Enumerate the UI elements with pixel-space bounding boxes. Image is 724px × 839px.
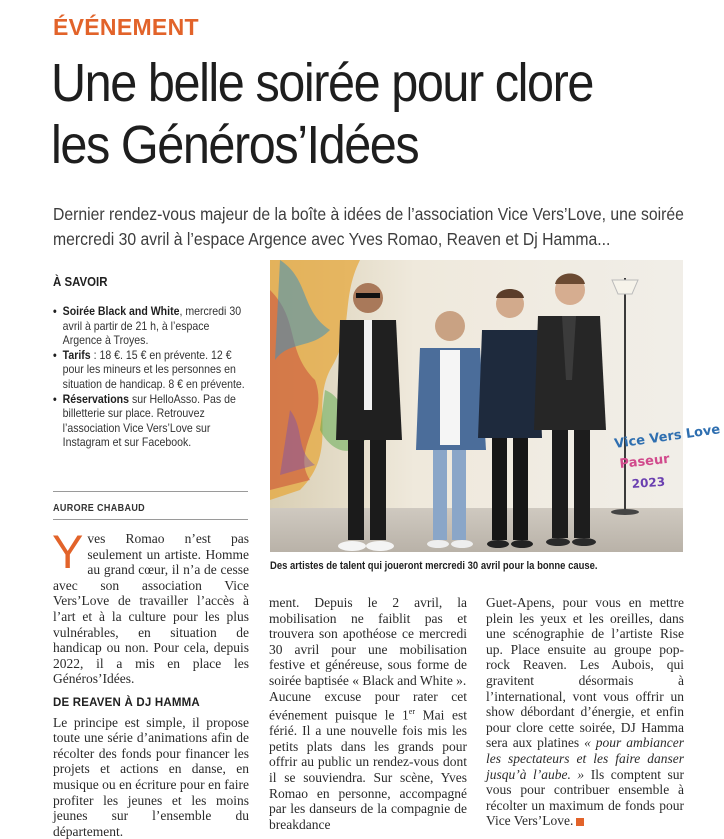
divider bbox=[53, 491, 248, 492]
body-column-3 bbox=[486, 595, 684, 829]
a-savoir-item-text: , mercredi 30 avril à partir de 21 h, à l’espace Argence à Troyes. bbox=[62, 304, 242, 348]
body-paragraph: ment. Depuis le 2 avril, la mobilisation ne faiblit pas et trouvera son apothéose ce mercredi 30 avril pour une mobilisation festive et généreuse, sous forme de soirée baptisée « Black and White ». bbox=[269, 595, 467, 688]
body-paragraph: Guet-Apens, pour vous en mettre plein les yeux et les oreilles, dans une scénographie de l’artiste Rise up. Place ensuite au groupe pop-rock Reaven. Les Aubois, qui gravitent désormais à l’international, vont vous offrir un show débordant d’énergie, et enfin pour clore cette soirée, DJ Hamma sera aux platines « pour ambiancer les spectateurs et les faire danser jusqu’à l’aube. » Ils comptent sur vous pour contribuer ensemble à récolter un maximum de fonds pour Vice Vers’Love. bbox=[486, 595, 684, 829]
a-savoir-item bbox=[53, 304, 247, 348]
paragraph-text: Le principe est simple, il propose toute une série d’animations afin de récolter des fonds pour financer les projets et actions en danse, en musique ou en écriture pour en faire profiter les jeunes et les moins jeunes sur l’ensemble du département. bbox=[53, 714, 249, 839]
photo-caption: Des artistes de talent qui joueront mercredi 30 avril pour la bonne cause. bbox=[270, 560, 598, 572]
a-savoir-item-text: : 18 €. 15 € en prévente. 12 € pour les mineurs et les personnes en situation de handicap. 8 € en prévente. bbox=[62, 347, 245, 391]
graffiti-text: 2023 bbox=[631, 474, 666, 491]
body-paragraph bbox=[52, 525, 249, 687]
graffiti-text: Paseur bbox=[618, 451, 671, 472]
a-savoir-item-text: sur HelloAsso. Pas de billetterie sur place. Retrouvez l’association Vice Vers’Love sur Instagram et sur Facebook. bbox=[62, 391, 236, 450]
body-column-1 bbox=[52, 525, 249, 839]
a-savoir-list bbox=[53, 304, 247, 450]
author-byline: AURORE CHABAUD bbox=[53, 503, 146, 514]
photo-artists-illustration bbox=[270, 260, 722, 552]
paragraph-text: Ils comptent sur vous pour contribuer ensemble à récolter un maximum de fonds pour Vice Vers’Love. bbox=[486, 766, 684, 829]
article-headline bbox=[51, 52, 717, 176]
headline-line-2: les Généros’Idées bbox=[51, 115, 419, 175]
body-column-2 bbox=[269, 595, 467, 832]
body-paragraph: Aucune excuse pour rater cet événement puisque le 1er Mai est férié. Il a une nouvelle fois mis les petits plats dans les grands pour offrir au public un rendez-vous dont il se souviendra. Sur scène, Yves Romao en personne, accompagné par les danseurs de la compagnie de breakdance bbox=[269, 688, 467, 832]
article-photo bbox=[270, 260, 722, 552]
divider bbox=[53, 519, 248, 520]
article-standfirst: Dernier rendez-vous majeur de la boîte à idées de l’association Vice Vers’Love, une soirée mercredi 30 avril à l’espace Argence avec Yves Romao, Reaven et Dj Hamma... bbox=[53, 204, 684, 249]
body-subhead: DE REAVEN À DJ HAMMA bbox=[53, 696, 200, 709]
headline-line-1: Une belle soirée pour clore bbox=[51, 53, 593, 113]
dropcap: Y bbox=[52, 525, 84, 578]
a-savoir-item bbox=[53, 348, 247, 392]
quote: « pour ambiancer les spectateurs et les faire danser jusqu’à l’aube. » bbox=[486, 735, 684, 782]
paragraph-text: ves Romao n’est pas seulement un artiste. Homme au grand cœur, il n’a de cesse avec son association Vice Vers’Love de travailler l’accès à l’art et à la culture pour les plus vulnérables, en situation de handicap ou non. Pour cela, depuis 2022, il a mis en place les Généros’Idées. bbox=[53, 531, 249, 687]
body-paragraph bbox=[53, 715, 249, 839]
graffiti-text: Vice Vers Love bbox=[613, 422, 722, 452]
a-savoir-title: À SAVOIR bbox=[53, 274, 108, 289]
a-savoir-item-lead: Soirée Black and White bbox=[62, 304, 180, 318]
a-savoir-item-lead: Tarifs bbox=[62, 347, 91, 362]
section-rubric: ÉVÉNEMENT bbox=[53, 14, 199, 40]
end-of-article-mark bbox=[576, 818, 584, 826]
a-savoir-item-lead: Réservations bbox=[62, 391, 130, 406]
a-savoir-item bbox=[53, 392, 247, 450]
